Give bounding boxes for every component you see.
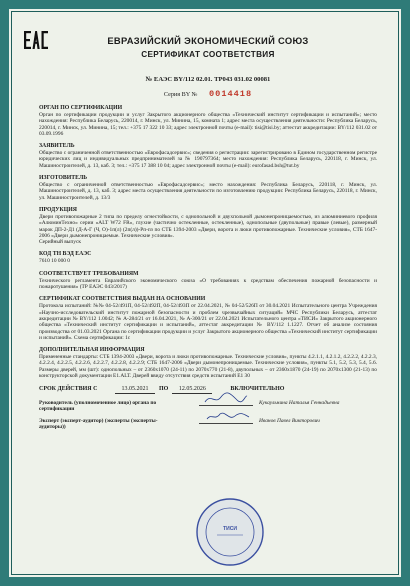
head-label: Руководитель (уполномоченное лицо) органа по сертификации bbox=[39, 399, 157, 412]
head-name: Кукаульнина Наталья Геннадьевна bbox=[259, 399, 340, 406]
seal-stamp bbox=[195, 497, 265, 567]
basis-heading: СЕРТИФИКАТ СООТВЕТСТВИЯ ВЫДАН НА ОСНОВАНИИ bbox=[39, 296, 206, 303]
certificate-body bbox=[21, 21, 389, 565]
expert-name: Иванов Павел Викторович bbox=[259, 418, 320, 425]
head-signature-mark bbox=[203, 391, 249, 405]
series-prefix: № bbox=[191, 91, 198, 98]
code-heading: КОД ТН ВЭД ЕАЭС bbox=[39, 251, 92, 258]
series-line bbox=[39, 90, 377, 99]
basis-body: Протокола испытаний: №№ 04-52/491П, 04-52/492П, 04-52/493П от 22.04.2021, № 04-52/526П от 30.04.2021 Испытательного центра Учреждения «Научно-исследовательский институт пожарной безопасности и проблем чрезвычайных ситуаций» МЧС Республики Беларусь, аттестат аккредитации № BY/112 1.0042; № А-284/21 от 16.04.2021, № А-300/21 от 22.04.2021 Испытательного центра «ТИСИ» Закрытого акционерного общества «Технический институт сертификации и испытаний», аттестат аккредитации № BY/112 1.1227. Отчет об анализе состояния производства от 01.03.2021 Органа по сертификации продукции и услуг Закрытого акционерного общества «Технический институт сертификации и испытаний». Схема сертификации: 1с bbox=[39, 303, 377, 341]
expert-signature-mark bbox=[205, 409, 251, 423]
manufacturer-body: Общество с ограниченной ответственностью «Еврофасадсервис»; место нахождения: Республика Беларусь, 220118, г. Минск, ул. Машиностроителей, д. 13, каб. 3; адрес места осуществления деятельности по изготовлению продукции: Республика Беларусь, 220118, г. Минск, ул. Машиностроителей, д. 13/3 bbox=[39, 182, 377, 201]
certificate-number: № ЕАЭС BY/112 02.01. ТР043 031.02 00081 bbox=[145, 76, 271, 83]
series-number: 0014418 bbox=[209, 89, 253, 99]
head-signature-line bbox=[199, 400, 253, 406]
svg-text:ТИСИ: ТИСИ bbox=[223, 526, 237, 532]
code-body: 7610 10 000 0 bbox=[39, 258, 70, 265]
series-label: Серия BY bbox=[163, 91, 190, 98]
certificate-title: СЕРТИФИКАТ СООТВЕТСТВИЯ bbox=[141, 50, 275, 59]
requirements-body: Технического регламента Евразийского экономического союза «О требованиях к средствам обеспечения пожарной безопасности и пожаротушения» (ТР ЕАЭС 043/2017) bbox=[39, 277, 377, 291]
applicant-heading: ЗАЯВИТЕЛЬ bbox=[39, 143, 75, 150]
expert-label: Эксперт (эксперт-аудитор) (эксперты (эксперты-аудиторы)) bbox=[39, 418, 158, 431]
requirements-heading: СООТВЕТСТВУЕТ ТРЕБОВАНИЯМ bbox=[39, 270, 139, 277]
additional-heading: ДОПОЛНИТЕЛЬНАЯ ИНФОРМАЦИЯ bbox=[39, 347, 145, 354]
additional-body: Примененные стандарты: СТБ 1394-2003 «Двери, ворота и люки противопожарные. Технические условия», пункты 4.2.1.1, 4.2.1.2, 4.2.2.2, 4.2.2.3, 4.2.2.4, 4.2.2.5, 4.2.2.6, 4.2.2.7, 4.2.2.8, 4.2.2.9; СТБ 1647-2006 «Двери дымонепроницаемые. Технические условия», пункты 5.1, 5.2, 5.3, 5.4, 5.6. Размеры дверей, мм (шт): однопольных – от 2360х1070 (24-11) по 2070х770 (21-8), двупольных – от 2360х1870 (24-19) по 2070х1300 (21-13) по конструкторской документации Е1.ALT. Дверей ввиду отсутствия средств испытаний Е1 30 bbox=[39, 354, 377, 380]
manufacturer-heading: ИЗГОТОВИТЕЛЬ bbox=[39, 175, 88, 182]
validity-label: СРОК ДЕЙСТВИЯ С bbox=[39, 386, 98, 393]
expert-signature-line bbox=[199, 418, 253, 424]
validity-to-label: ПО bbox=[159, 386, 169, 393]
union-title: ЕВРАЗИЙСКИЙ ЭКОНОМИЧЕСКИЙ СОЮЗ bbox=[107, 35, 309, 46]
organ-heading: ОРГАН ПО СЕРТИФИКАЦИИ bbox=[39, 105, 123, 111]
validity-to: 12.05.2026 bbox=[172, 386, 212, 393]
product-heading: ПРОДУКЦИЯ bbox=[39, 206, 77, 213]
validity-inclusive: ВКЛЮЧИТЕЛЬНО bbox=[230, 386, 285, 393]
validity-from: 13.05.2021 bbox=[115, 386, 155, 393]
product-body: Двери противопожарные 2 типа по пределу огнестойкости, с однопольной и двухпольной дымонепроницаемостью, из алюминиевого профиля «АлюминТехно» серии «ALT W72 FR», глухие (частично остекленные, остекленные), однопольные (двупольные) правые (левые), размерный марок ДП-2-Д1 (Д-А-Г (Ч, О)-1п(л) (2п(л))-Рп-пз по СТБ 1394-2003 «Двери, ворота и люки противопожарные. Технические условия», СТБ 1647-2006 «Двери дымонепроницаемые. Технические условия». bbox=[39, 213, 377, 239]
product-extra: Серийный выпуск bbox=[39, 239, 82, 246]
organ-body: Орган по сертификации продукции и услуг Закрытого акционерного общества «Технический институт сертификации и испытаний»; место нахождения: Республика Беларусь, 220014, г. Минск, ул. Минина, 15, комната 1; адрес места осуществления деятельности: Республика Беларусь, 220014, г. Минск, ул. Минина, 15; тел.: +375 17 322 10 33; адрес электронной почты (e-mail): tisi@tisi.by; аттестат аккредитации: BY/112 031.02 от 03.09.1996 bbox=[39, 112, 377, 137]
applicant-body: Общество с ограниченной ответственностью «Еврофасадсервис»; сведения о регистрации: зарегистрировано в Едином государственном регистре юридических лиц и индивидуальных предпринимателей за № 190797364; место нахождения: Республика Беларусь, 220118, г. Минск, ул. Машиностроителей, д. 13, каб. 3; тел.: +375 17 388 10 04; адрес электронной почты (e-mail): eurofasad.bsh@tut.by bbox=[39, 150, 377, 169]
expert-signature-row bbox=[39, 418, 377, 430]
